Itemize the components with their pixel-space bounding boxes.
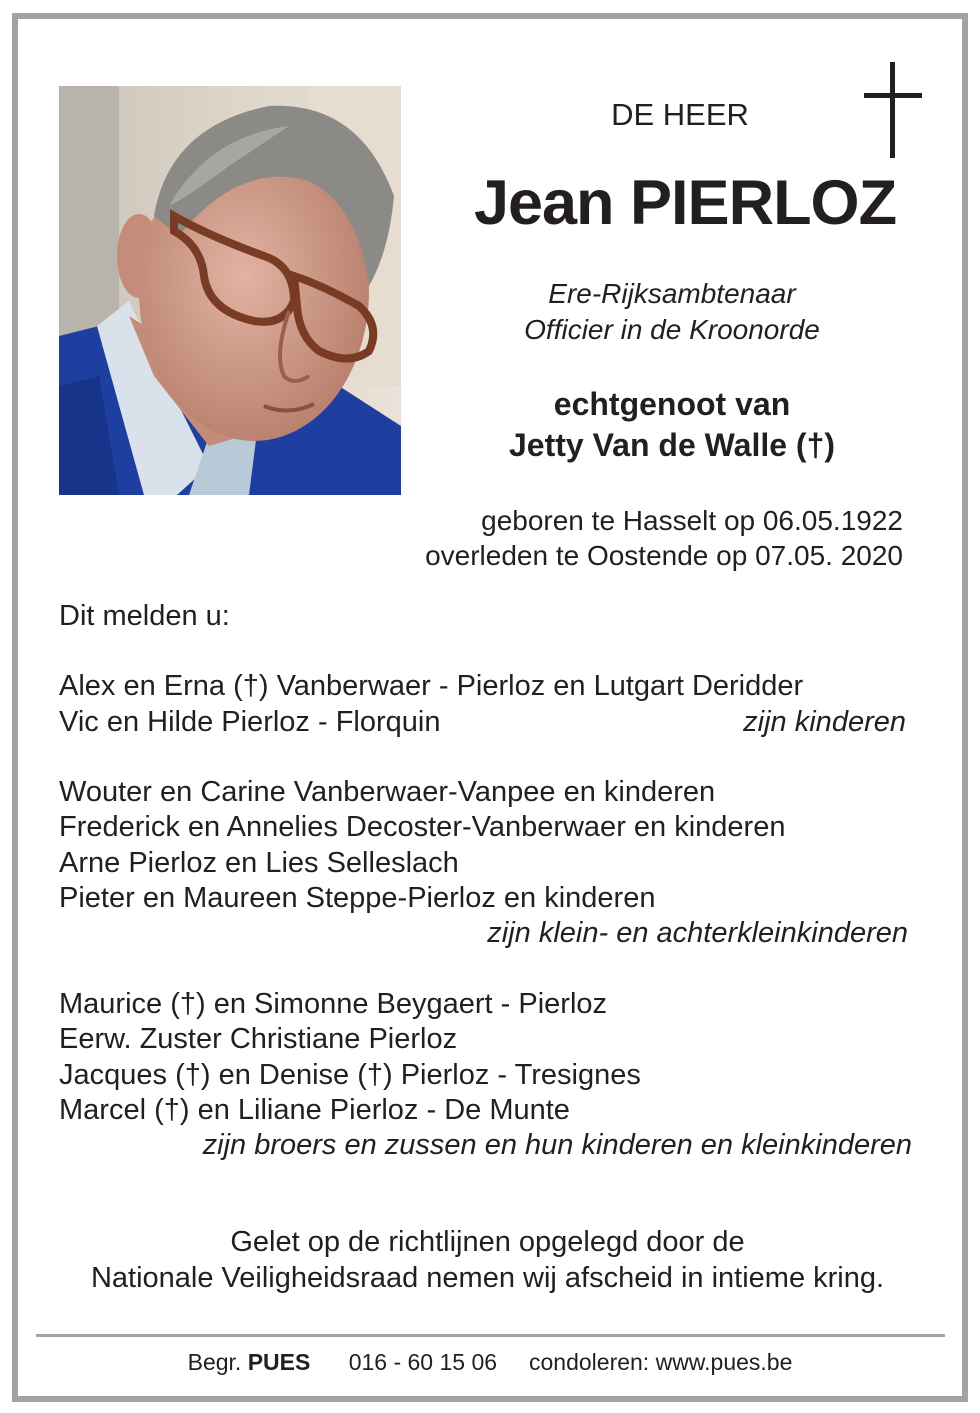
death-line: overleden te Oostende op 07.05. 2020 [425, 540, 903, 571]
family-line: Jacques (†) en Denise (†) Pierloz - Tresignes [59, 1059, 641, 1091]
family-line: Eerw. Zuster Christiane Pierloz [59, 1023, 458, 1055]
order-title: Officier in de Kroonorde [524, 314, 820, 345]
intro-line: Dit melden u: [59, 600, 230, 632]
footer-divider [36, 1334, 945, 1337]
family-line: Pieter en Maureen Steppe-Pierloz en kinderen [59, 882, 656, 914]
group-label-children: zijn kinderen [743, 706, 906, 738]
portrait-photo [59, 86, 401, 495]
family-line: Vic en Hilde Pierloz - Florquin [59, 706, 441, 738]
condolence-link[interactable]: condoleren: www.pues.be [529, 1349, 793, 1375]
spouse-intro: echtgenoot van [553, 386, 791, 422]
phone-number: 016 - 60 15 06 [348, 1349, 498, 1375]
group-label-siblings: zijn broers en zussen en hun kinderen en kleinkinderen [202, 1129, 912, 1161]
closing-line: Gelet op de richtlijnen opgelegd door de [230, 1226, 745, 1258]
family-line: Alex en Erna (†) Vanberwaer - Pierloz en Lutgart Deridder [59, 670, 804, 702]
family-line: Marcel (†) en Liliane Pierloz - De Munte [59, 1094, 570, 1126]
family-line: Arne Pierloz en Lies Selleslach [59, 847, 459, 879]
footer [0, 1349, 980, 1376]
undertaker-name: PUES [247, 1349, 311, 1375]
spouse-name: Jetty Van de Walle (†) [508, 427, 836, 463]
undertaker-prefix: Begr. [187, 1349, 242, 1375]
salutation: DE HEER [611, 97, 749, 132]
honorary-title: Ere-Rijksambtenaar [548, 278, 796, 309]
deceased-name: Jean PIERLOZ [473, 168, 897, 238]
group-label-grandchildren: zijn klein- en achterkleinkinderen [487, 917, 908, 949]
family-line: Wouter en Carine Vanberwaer-Vanpee en kinderen [59, 776, 716, 808]
family-line: Maurice (†) en Simonne Beygaert - Pierloz [59, 988, 608, 1020]
family-line: Frederick en Annelies Decoster-Vanberwaer en kinderen [59, 811, 786, 843]
birth-line: geboren te Hasselt op 06.05.1922 [481, 505, 903, 536]
closing-line: Nationale Veiligheidsraad nemen wij afscheid in intieme kring. [90, 1262, 885, 1294]
